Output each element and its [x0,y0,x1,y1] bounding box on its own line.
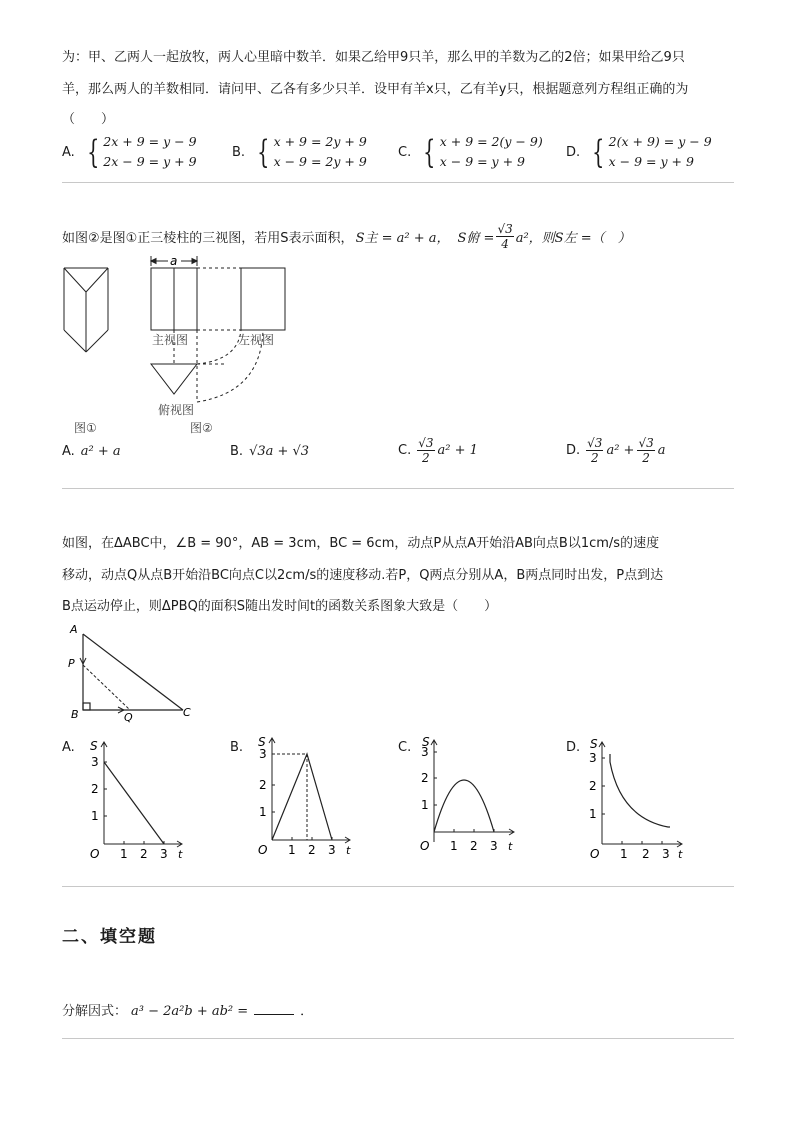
origin-label: O [420,839,430,853]
q3-stem-line2: 移动，动点Q从点B开始沿BC向点C以2cm/s的速度移动.若P，Q两点分别从A，B两点同时出发，P点到达 [62,568,664,583]
option-letter: A. [62,144,75,160]
q1-answer-paren: （ ） [62,112,115,127]
tick-label: 2 [470,839,478,853]
q3-graph-b[interactable] [252,730,362,860]
q2-s-main: S主 = a² + a， [355,231,450,246]
tick-label: 1 [288,843,296,857]
answer-blank[interactable] [254,1002,294,1015]
option-letter: C. [398,443,412,458]
q2-option-b[interactable] [230,444,309,459]
tick-label: 1 [120,847,128,861]
axes [599,742,682,847]
divider [62,182,734,183]
option-fraction [586,436,603,465]
tick-label: 3 [662,847,670,861]
tick-label: 3 [589,751,597,765]
q1-stem-line1: 为：甲、乙两人一起放牧，两人心里暗中数羊．如果乙给甲9只羊，那么甲的羊数为乙的2倍；如果甲给乙9只 [62,50,685,65]
left-view [241,268,285,330]
tick-label: 3 [259,747,267,761]
prism-figure [64,268,108,352]
q2-s-top-tail: a²，则S左 =（ ） [515,231,631,246]
origin-label: O [258,843,268,857]
label-c: C [183,706,191,719]
option-expression: a² + [606,443,635,458]
brace-icon: { [592,133,605,171]
brace-icon: { [423,133,436,171]
q3-stem-line1: 如图，在ΔABC中，∠B = 90°，AB = 3cm，BC = 6cm，动点P从点A开始沿AB向点B以1cm/s的速度 [62,536,660,551]
q1-option-d[interactable] [566,132,712,172]
equation-row: 2(x + 9) = y − 9 [608,134,712,149]
divider [62,1038,734,1039]
tick-label: 3 [421,745,429,759]
q4-expression: a³ − 2a²b + ab² = [131,1004,249,1019]
option-fraction [637,436,654,465]
axis-s-label: S [258,735,266,749]
brace-icon: { [87,133,100,171]
q2-stem-text: 如图②是图①正三棱柱的三视图，若用S表示面积， [62,231,354,246]
equation-row: x − 9 = y + 9 [608,154,694,169]
fraction-denominator: 2 [590,451,599,465]
label-q: Q [124,711,133,724]
equation-row: x − 9 = y + 9 [439,154,525,169]
axis-s-label: S [422,735,430,749]
option-letter: D. [566,144,581,160]
tick-label: 2 [140,847,148,861]
divider [62,886,734,887]
tick-label: 2 [589,779,597,793]
tick-label: 1 [620,847,628,861]
q1-option-b[interactable] [232,132,367,172]
tick-label: 3 [91,755,99,769]
fraction-numerator: √3 [418,436,434,450]
equation-row: x + 9 = 2(y − 9) [439,134,543,149]
tick-label: 3 [490,839,498,853]
option-expression: a² + a [80,444,121,459]
fraction-denominator: 2 [642,451,650,465]
tick-label: 2 [259,778,267,792]
option-expression: √3a + √3 [249,444,310,459]
fraction-numerator: √3 [587,436,603,450]
option-letter: A. [62,444,75,459]
q3-triangle-figure [62,618,202,724]
tick-label: 1 [589,807,597,821]
tick-label: 1 [259,805,267,819]
main-view [151,268,197,330]
label-a: A [70,623,78,636]
fraction-denominator: 2 [422,451,430,465]
q2-option-c[interactable] [398,436,478,465]
option-letter: D. [566,443,581,458]
q2-three-view-figure [56,252,296,438]
q3-graph-d[interactable] [582,734,692,864]
option-fraction [417,436,434,465]
axis-s-label: S [590,737,598,751]
fig1-label: 图① [74,421,97,435]
q4-tail: ． [300,1004,314,1019]
q2-option-d[interactable] [566,436,665,465]
q3-option-a-letter[interactable]: A. [62,740,75,755]
option-letter: B. [232,144,246,160]
section-heading: 二、填空题 [62,927,157,947]
q2-s-top-label: S俯 = [457,231,495,246]
equation-row: x + 9 = 2y + 9 [273,134,367,149]
axes [431,740,514,842]
q3-graph-a[interactable] [84,734,194,864]
dim-a-label: a [170,254,178,268]
q4-stem [62,1000,313,1019]
fraction-numerator: √3 [497,222,513,236]
axis-t-label: t [346,844,351,857]
tick-label: 3 [328,843,336,857]
q3-option-d-letter[interactable]: D. [566,740,581,755]
main-view-label: 主视图 [152,333,189,347]
q3-option-c-letter[interactable]: C. [398,740,412,755]
axes [101,742,182,847]
q2-s-top-fraction [496,222,513,251]
axis-t-label: t [508,840,513,853]
tick-label: 1 [450,839,458,853]
tick-label: 2 [308,843,316,857]
axes [269,738,350,843]
axis-s-label: S [90,739,98,753]
q2-option-a[interactable] [62,444,121,459]
axis-t-label: t [678,848,683,861]
graph-curve [610,754,670,827]
fraction-denominator: 4 [501,237,509,251]
divider [62,488,734,489]
triangle-abc [83,634,183,710]
top-view-label: 俯视图 [158,403,195,417]
fraction-numerator: √3 [638,436,654,450]
label-b: B [71,708,79,721]
tick-label: 3 [160,847,168,861]
top-view [151,364,197,394]
tick-label: 2 [642,847,650,861]
graph-curve [434,780,494,832]
q2-stem [62,222,631,251]
brace-icon: { [257,133,270,171]
tick-label: 1 [421,798,429,812]
equation-row: 2x + 9 = y − 9 [103,134,197,149]
q3-graph-c[interactable] [414,732,524,862]
equation-row: x − 9 = 2y + 9 [273,154,367,169]
option-expression: a² + 1 [437,443,478,458]
equation-row: 2x − 9 = y + 9 [103,154,197,169]
q1-stem-line2: 羊，那么两人的羊数相同．请问甲、乙各有多少只羊．设甲有羊x只，乙有羊y只，根据题意列方程组正确的为 [62,82,689,97]
tick-label: 2 [91,782,99,796]
origin-label: O [90,847,100,861]
q3-option-b-letter[interactable]: B. [230,740,244,755]
q3-stem-line3: B点运动停止，则ΔPBQ的面积S随出发时间t的函数关系图象大致是（ ） [62,599,498,614]
tick-label: 2 [421,771,429,785]
axis-t-label: t [178,848,183,861]
option-letter: C. [398,144,412,160]
graph-line [272,754,332,840]
q4-label: 分解因式： [62,1004,128,1019]
graph-line [104,762,164,844]
tick-label: 1 [91,809,99,823]
fig2-label: 图② [190,421,213,435]
origin-label: O [590,847,600,861]
option-letter: B. [230,444,244,459]
q1-option-c[interactable] [398,132,543,172]
q1-option-a[interactable] [62,132,197,172]
left-view-label: 左视图 [238,333,275,347]
option-expression: a [657,443,666,458]
label-p: P [68,657,75,670]
